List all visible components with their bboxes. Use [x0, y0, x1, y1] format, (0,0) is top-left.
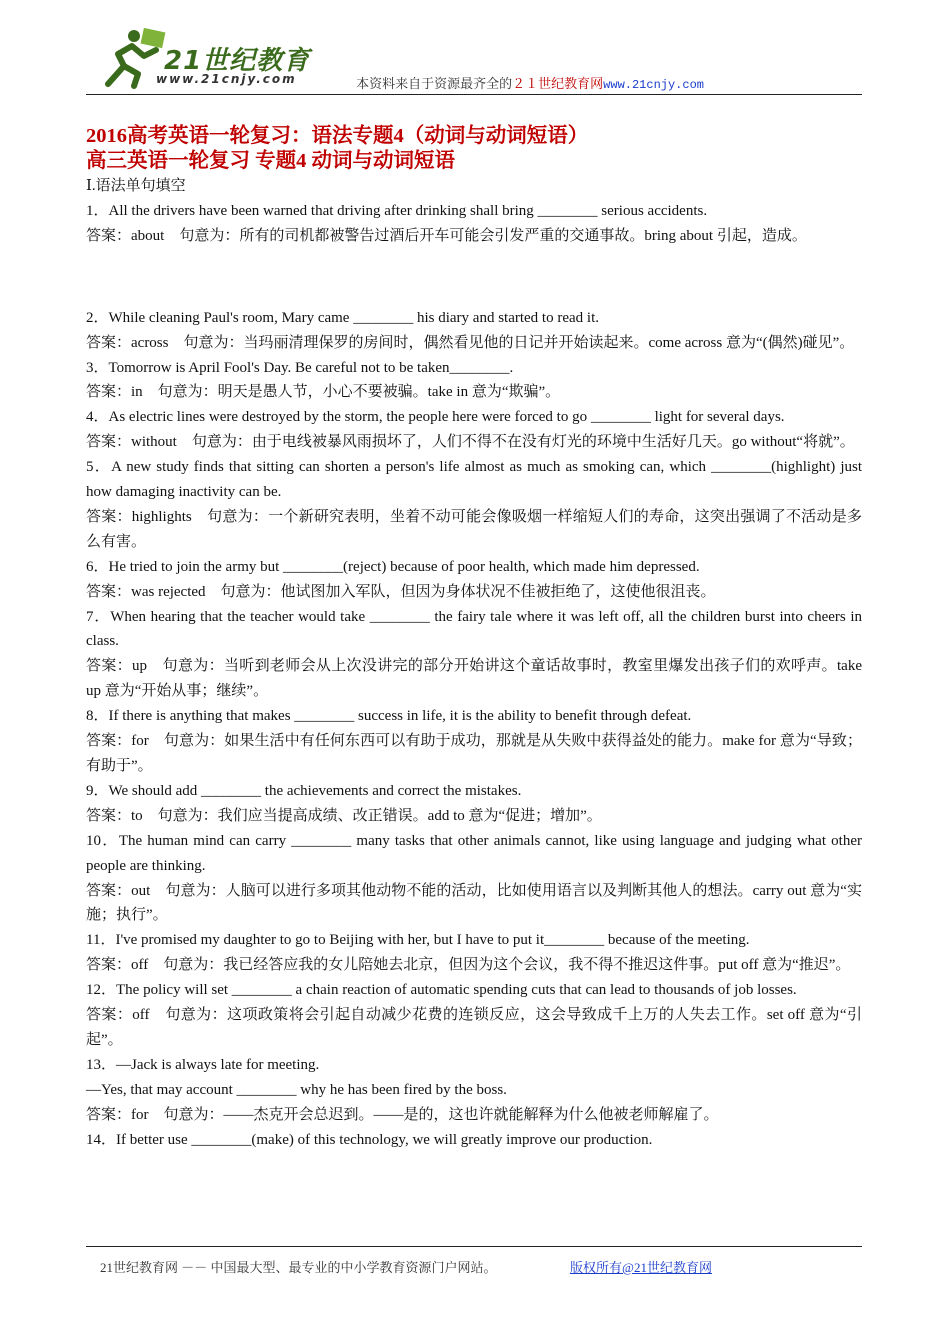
page-header: [86, 22, 862, 95]
question-line: 4．As electric lines were destroyed by the storm, the people here were forced to go ________ light for several days.: [86, 409, 785, 426]
question-line: 3．Tomorrow is April Fool's Day. Be careful not to be taken________.: [86, 359, 514, 376]
question-line: 5．A new study finds that sitting can shorten a person's life almost as much as smoking can, which ________(highlight) just how damaging inactivity can be.: [86, 459, 862, 501]
document-subtitle: 高三英语一轮复习 专题4 动词与动词短语: [86, 150, 455, 172]
answer-line: 答案：without 句意为：由于电线被暴风雨损坏了，人们不得不在没有灯光的环境中生活好几天。go without“将就”。: [86, 434, 855, 451]
logo-url: www.21cnjy.com: [156, 72, 297, 86]
question-line: 7．When hearing that the teacher would take ________ the fairy tale where it was left off, all the children burst into cheers in class.: [86, 608, 862, 650]
header-note-brand[interactable]: ２１世纪教育网: [512, 76, 604, 91]
question-line: 1．All the drivers have been warned that driving after drinking shall bring ________ serious accidents.: [86, 203, 708, 219]
question-line: —Yes, that may account ________ why he has been fired by the boss.: [86, 1081, 507, 1098]
answer-line: 答案：across 句意为：当玛丽清理保罗的房间时，偶然看见他的日记并开始读起来。come across 意为“(偶然)碰见”。: [86, 334, 855, 351]
question-line: 13．—Jack is always late for meeting.: [86, 1056, 320, 1073]
answer-line: 答案：out 句意为：人脑可以进行多项其他动物不能的活动，比如使用语言以及判断其他人的想法。carry out 意为“实施；执行”。: [86, 882, 862, 924]
question-line: 12．The policy will set ________ a chain reaction of automatic spending cuts that can lead to thousands of job losses.: [86, 982, 797, 999]
question-line: 8．If there is anything that makes ________ success in life, it is the ability to benefit through defeat.: [86, 708, 692, 725]
logo: [98, 26, 328, 90]
question-line: 2．While cleaning Paul's room, Mary came ________ his diary and started to read it.: [86, 309, 599, 326]
question-line: 6．He tried to join the army but ________(reject) because of poor health, which made him depressed.: [86, 558, 700, 575]
answer-line: 答案：for 句意为：——杰克开会总迟到。——是的，这也许就能解释为什么他被老师解雇了。: [86, 1106, 719, 1123]
question-list: [86, 199, 862, 1153]
question-line: 10．The human mind can carry ________ many tasks that other animals cannot, like using language and judging what other people are thinking.: [86, 832, 862, 874]
answer-line: 答案：off 句意为：我已经答应我的女儿陪她去北京，但因为这个会议，我不得不推迟这件事。put off 意为“推迟”。: [86, 957, 851, 974]
section-heading: Ⅰ.语法单句填空: [86, 178, 186, 194]
footer-text: 21世纪教育网 －－ 中国最大型、最专业的中小学教育资源门户网站。: [100, 1260, 497, 1275]
answer-line: 答案：off 句意为：这项政策将会引起自动减少花费的连锁反应，这会导致成千上万的人失去工作。set off 意为“引起”。: [86, 1007, 862, 1048]
blank-line: [86, 265, 862, 290]
header-note-prefix: 本资料来自于资源最齐全的: [356, 76, 513, 91]
answer-line: 答案：highlights 句意为：一个新研究表明，坐着不动可能会像吸烟一样缩短人们的寿命，这突出强调了不活动是多么有害。: [86, 508, 862, 550]
question-line: 14．If better use ________(make) of this technology, we will greatly improve our production.: [86, 1131, 653, 1148]
answer-line: 答案：up 句意为：当听到老师会从上次没讲完的部分开始讲这个童话故事时，教室里爆发出孩子们的欢呼声。take up 意为“开始从事；继续”。: [86, 658, 862, 700]
header-note-url[interactable]: www.21cnjy.com: [603, 78, 704, 92]
document-title: 2016高考英语一轮复习：语法专题4（动词与动词短语）: [86, 125, 589, 147]
answer-line: 答案：about 句意为：所有的司机都被警告过酒后开车可能会引发严重的交通事故。bring about 引起，造成。: [86, 227, 807, 244]
answer-line: 答案：was rejected 句意为：他试图加入军队，但因为身体状况不佳被拒绝了，这使他很沮丧。: [86, 583, 716, 600]
answer-line: 答案：in 句意为：明天是愚人节，小心不要被骗。take in 意为“欺骗”。: [86, 384, 561, 401]
logo-text: 21世纪教育: [164, 46, 311, 76]
copyright-link[interactable]: 版权所有@21世纪教育网: [570, 1260, 712, 1275]
answer-line: 答案：for 句意为：如果生活中有任何东西可以有助于成功，那就是从失败中获得益处的能力。make for 意为“导致；有助于”。: [86, 733, 862, 775]
answer-line: 答案：to 句意为：我们应当提高成绩、改正错误。add to 意为“促进；增加”。: [86, 807, 602, 824]
header-note: [356, 73, 704, 92]
page-footer: [86, 1246, 862, 1275]
question-line: 11．I've promised my daughter to go to Beijing with her, but I have to put it________ because of the meeting.: [86, 932, 750, 949]
question-line: 9．We should add ________ the achievements and correct the mistakes.: [86, 782, 522, 799]
document-body: [86, 124, 862, 1153]
